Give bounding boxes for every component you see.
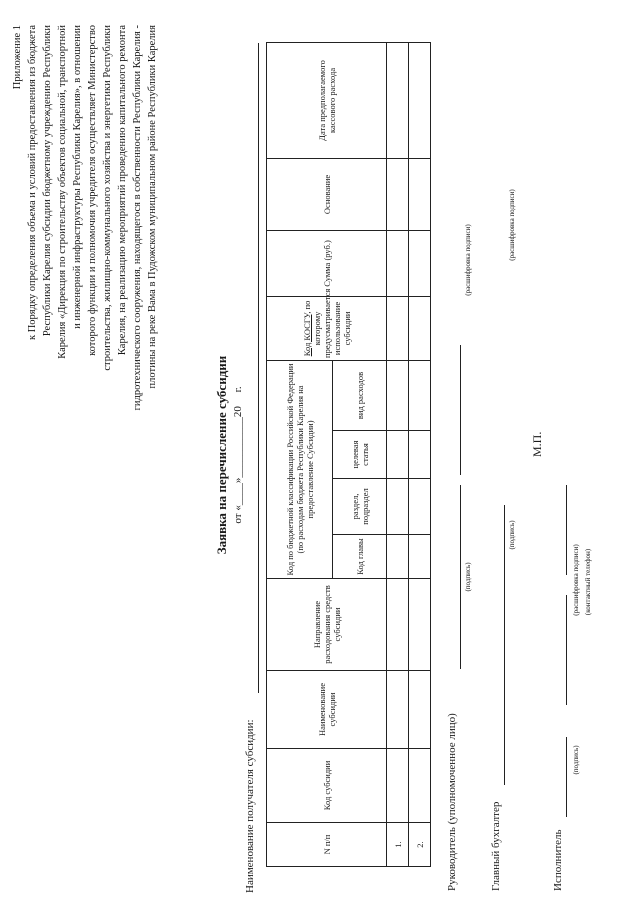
header-name: Наименование субсидии [267, 671, 387, 749]
table-cell[interactable] [387, 42, 409, 158]
table-cell[interactable] [387, 360, 409, 430]
form-date-line: от «____»___________20 г. [232, 386, 244, 524]
head-decode-caption: (расшифровка подписи) [464, 224, 472, 296]
header-bk-target: целевая статья [333, 431, 387, 479]
header-bk-chapter: Код главы [333, 535, 387, 579]
appendix-line: Карелия «Дирекция по строительству объектов социальной, транспортной [57, 25, 68, 359]
executor-decode-caption: (расшифровка подписи) [572, 544, 580, 616]
table-row [409, 42, 431, 866]
stamp-placeholder: М.П. [530, 431, 544, 457]
appendix-line: Карелия, на реализацию мероприятий проведению капитального ремонта [117, 25, 128, 356]
table-cell[interactable] [387, 431, 409, 479]
header-bk-group: Код по бюджетной классификации Российской Федерации (по расходам бюджета Республики Карелия на предоставление Субсидии) [267, 360, 333, 578]
appendix-line: Приложение 1 [12, 25, 23, 90]
table-cell[interactable] [409, 579, 431, 671]
table-cell[interactable] [409, 42, 431, 158]
kosgu-head: Код КОСГУ, [301, 311, 312, 357]
appendix-header [10, 25, 160, 465]
header-sum: Сумма (руб.) [267, 230, 387, 296]
table-cell[interactable] [387, 671, 409, 749]
table-cell[interactable] [409, 535, 431, 579]
table-cell[interactable] [409, 296, 431, 360]
appendix-line: и инженерной инфраструктуры Республики Карелия», в отношении [72, 25, 83, 329]
table-cell[interactable] [409, 749, 431, 823]
executor-signature-label: Исполнитель [552, 829, 564, 891]
header-basis: Основание [267, 158, 387, 230]
row-number: 1. [387, 823, 409, 867]
table-cell[interactable] [409, 158, 431, 230]
table-cell[interactable] [387, 479, 409, 535]
executor-signature-line[interactable] [566, 737, 567, 817]
executor-signature-caption: (подпись) [572, 745, 580, 775]
table-cell[interactable] [409, 431, 431, 479]
appendix-line: гидротехнического сооружения, находящегося в собственности Республики Карелия - [132, 25, 143, 411]
appendix-line: которого функции и полномочия учредителя осуществляет Министерство [87, 25, 98, 356]
head-decode-line[interactable] [460, 345, 461, 475]
row-number: 2. [409, 823, 431, 867]
table-cell[interactable] [409, 479, 431, 535]
header-direction: Направление расходования средств субсидии [267, 579, 387, 671]
form-title: Заявка на перечисление субсидии [214, 355, 229, 555]
head-signature-label: Руководитель (уполномоченное лицо) [446, 713, 458, 891]
executor-phone-line[interactable] [566, 485, 567, 575]
appendix-line: плотины на реке Вама в Пудожском муниципальном районе Республики Карелия [147, 25, 158, 389]
accountant-decode-caption: (расшифровка подписи) [508, 189, 516, 261]
table-cell[interactable] [409, 671, 431, 749]
header-date: Дата предполагаемого кассового расхода [267, 42, 387, 158]
table-cell[interactable] [387, 579, 409, 671]
head-signature-line[interactable] [460, 485, 461, 669]
table-cell[interactable] [387, 158, 409, 230]
header-no: N п/п [267, 823, 387, 867]
accountant-signature-label: Главный бухгалтер [490, 801, 502, 891]
table-cell[interactable] [387, 535, 409, 579]
table-cell[interactable] [387, 749, 409, 823]
head-signature-caption: (подпись) [464, 562, 472, 592]
header-kosgu [267, 288, 387, 360]
subsidy-table [266, 42, 431, 867]
header-bk-section: раздел, подраздел [333, 479, 387, 535]
header-bk-type: вид расходов [333, 360, 387, 430]
recipient-label: Наименование получателя субсидии: [244, 719, 256, 893]
accountant-signature-caption: (подпись) [508, 520, 516, 550]
table-cell[interactable] [409, 360, 431, 430]
header-code: Код субсидии [267, 749, 387, 823]
appendix-line: к Порядку определения объема и условий предоставления из бюджета [27, 25, 38, 341]
executor-decode-line[interactable] [566, 595, 567, 705]
table-cell[interactable] [387, 230, 409, 296]
appendix-line: Республики Карелия субсидии бюджетному учреждению Республики [42, 25, 53, 337]
table-row [387, 42, 409, 866]
table-cell[interactable] [409, 230, 431, 296]
recipient-input-line[interactable] [258, 43, 259, 693]
kosgu-rest: по которому предусматривается использование субсидии [301, 288, 352, 358]
accountant-signature-line[interactable] [504, 505, 505, 785]
table-cell[interactable] [387, 296, 409, 360]
executor-phone-caption: (контактный телефон) [584, 548, 592, 616]
appendix-line: строительства, жилищно-коммунального хозяйства и энергетики Республики [102, 25, 113, 371]
